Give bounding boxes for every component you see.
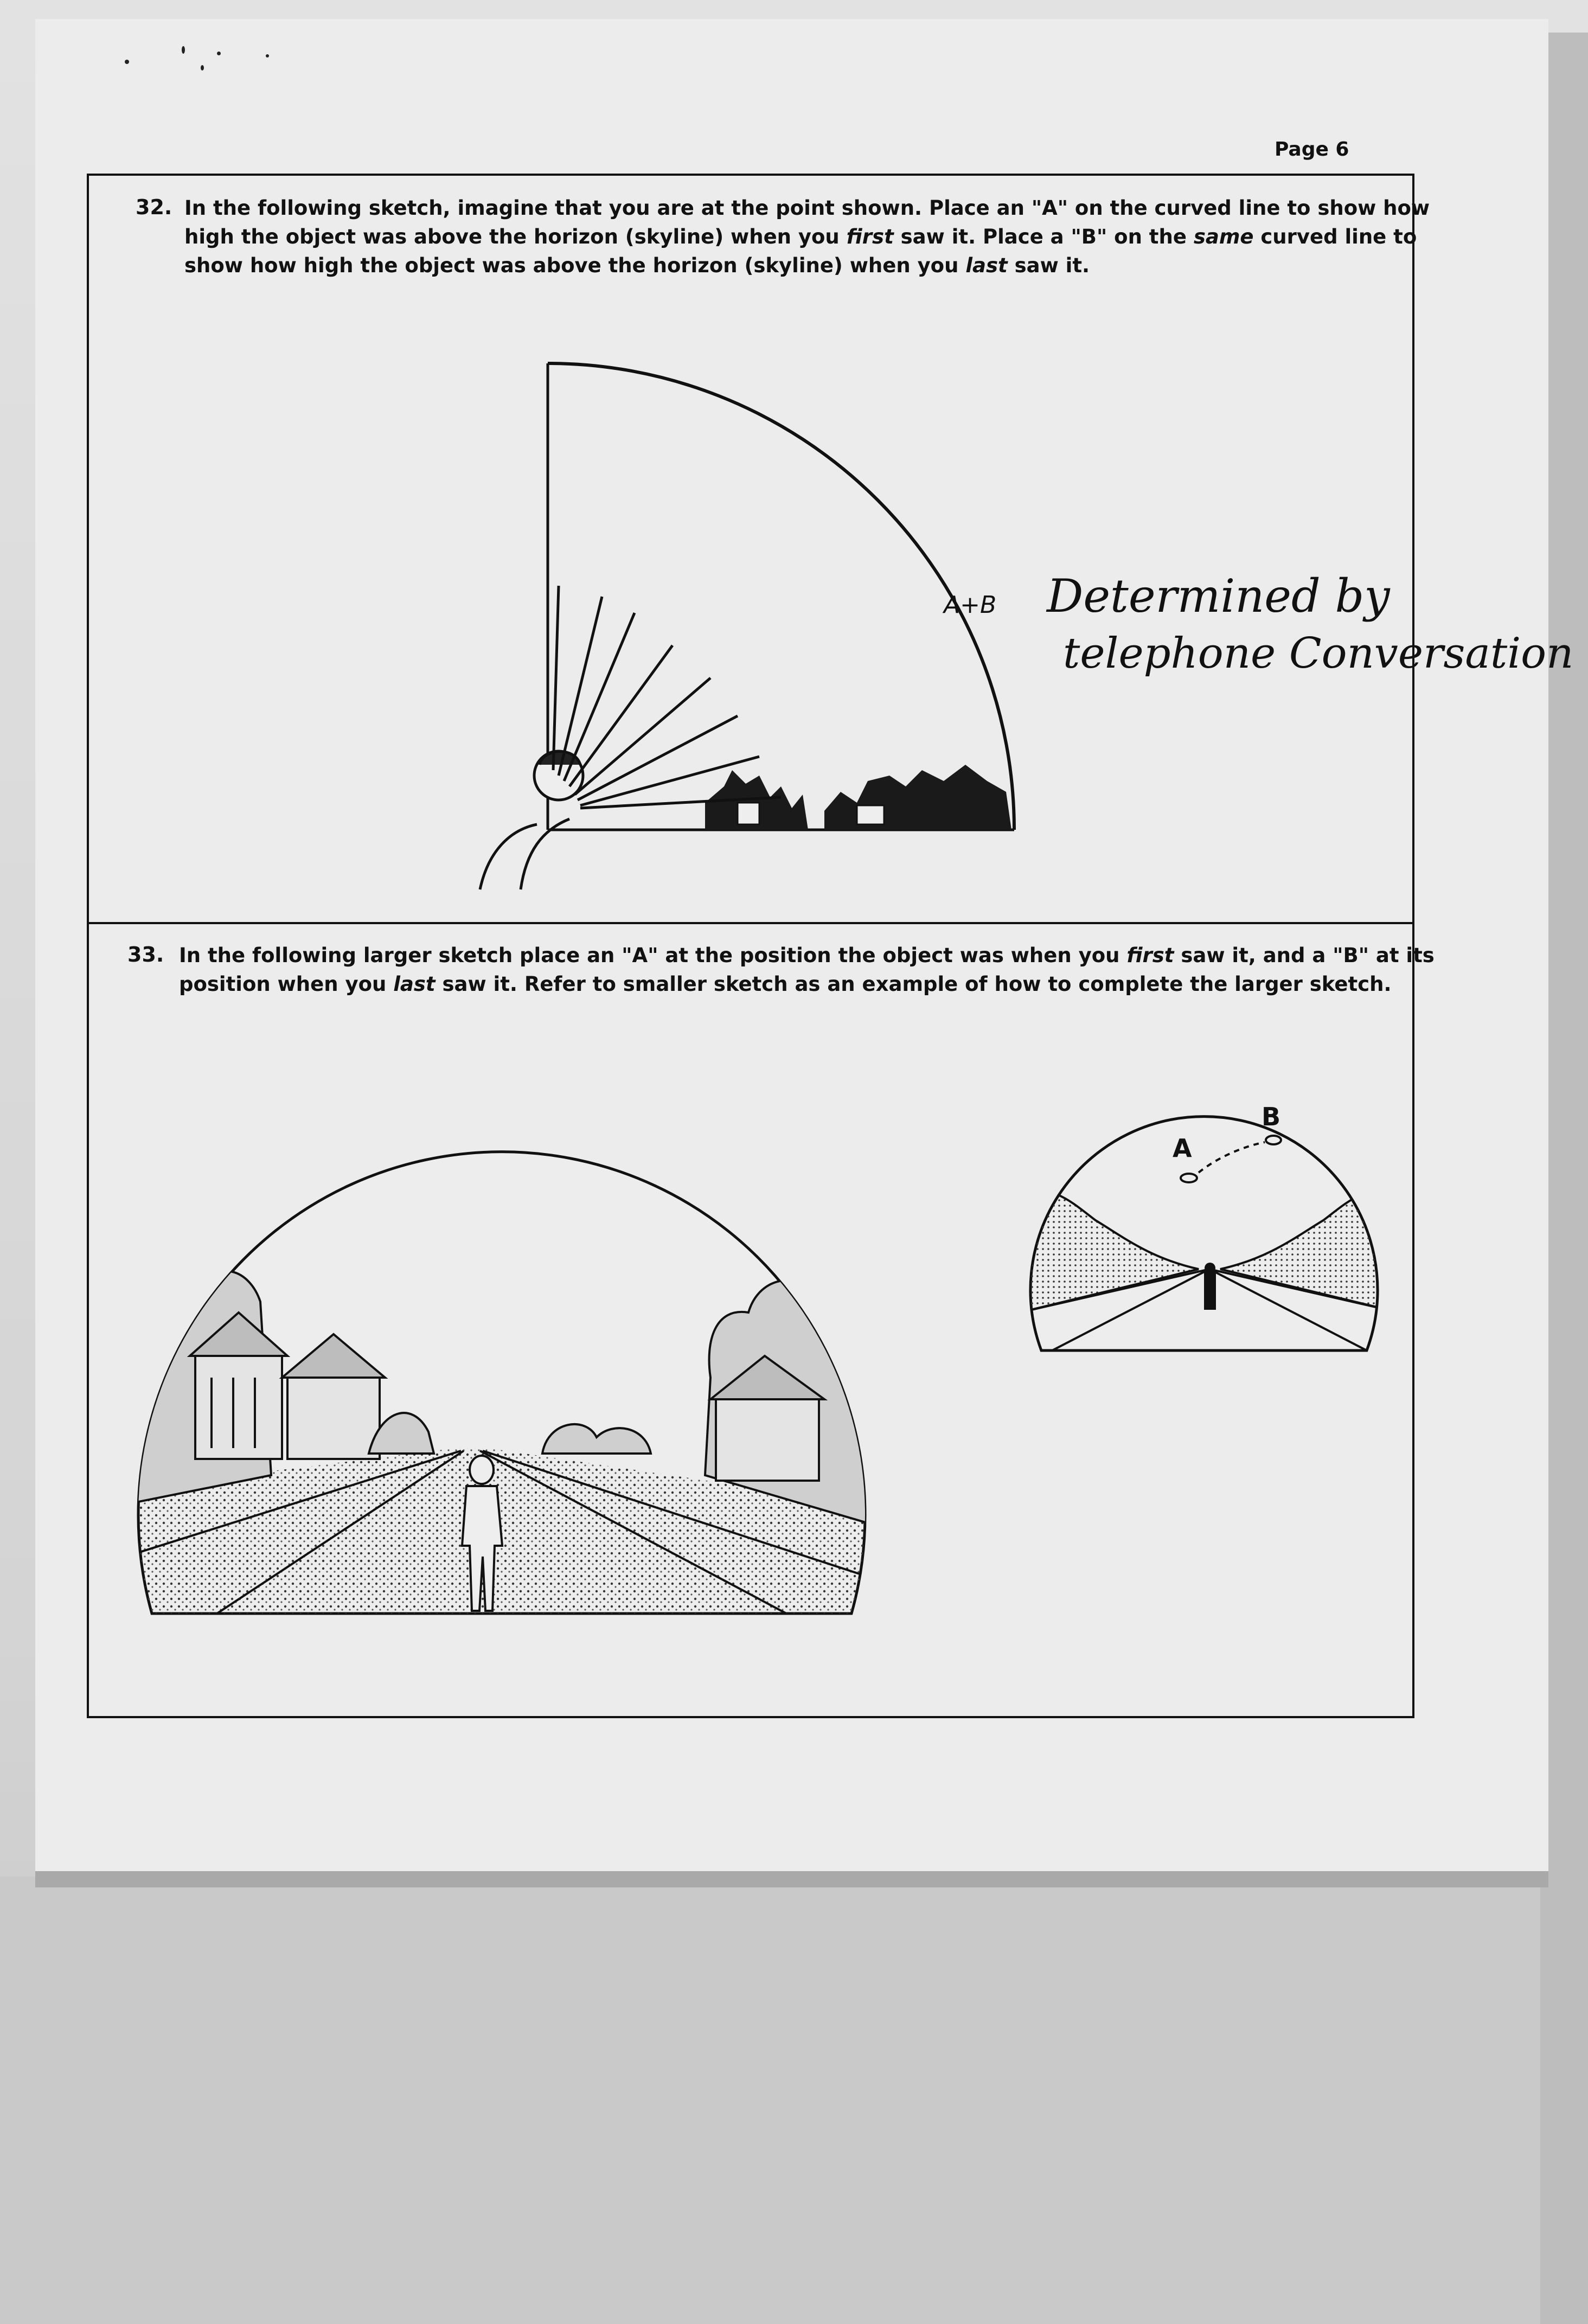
- page-number: Page 6: [1275, 138, 1349, 161]
- handwritten-note-line-2: telephone Conversation: [1063, 629, 1574, 678]
- handwritten-ab-mark: A+B: [944, 591, 997, 619]
- scan-lower-band: [0, 1877, 1588, 2324]
- scan-speck: [182, 46, 185, 54]
- question-33-number: 33.: [127, 943, 164, 966]
- pointing-person-illustration: [480, 586, 781, 889]
- questions-divider: [87, 922, 1414, 924]
- small-example-sketch: [1020, 1096, 1399, 1367]
- scan-speck: [125, 60, 129, 64]
- question-32-text: [184, 194, 1430, 280]
- example-label-a: A: [1173, 1134, 1192, 1163]
- large-street-sketch[interactable]: [108, 1096, 889, 1627]
- question-32-line-2: high the object was above the horizon (skyline) when you first saw it. Place a "B" on the same curved line to: [184, 225, 1417, 248]
- scan-speck: [266, 54, 269, 57]
- question-32-line-3: show how high the object was above the horizon (skyline) when you last saw it.: [184, 254, 1090, 277]
- question-32-line-1: In the following sketch, imagine that you are at the point shown. Place an "A" on the curved line to show how: [184, 196, 1430, 220]
- question-33-line-1: In the following larger sketch place an "A" at the position the object was when you first saw it, and a "B" at its: [179, 944, 1435, 967]
- question-33-text: [179, 941, 1435, 998]
- scan-speck: [201, 65, 204, 71]
- example-label-b: B: [1262, 1102, 1281, 1131]
- question-32-number: 32.: [136, 195, 172, 219]
- handwritten-note-line-1: Determined by: [1047, 569, 1390, 623]
- scan-speck: [217, 52, 221, 55]
- quarter-circle-sketch: [477, 353, 1052, 895]
- sketch-skyline: [705, 765, 1011, 830]
- question-33-line-2: position when you last saw it. Refer to smaller sketch as an example of how to complete the larger sketch.: [179, 972, 1392, 996]
